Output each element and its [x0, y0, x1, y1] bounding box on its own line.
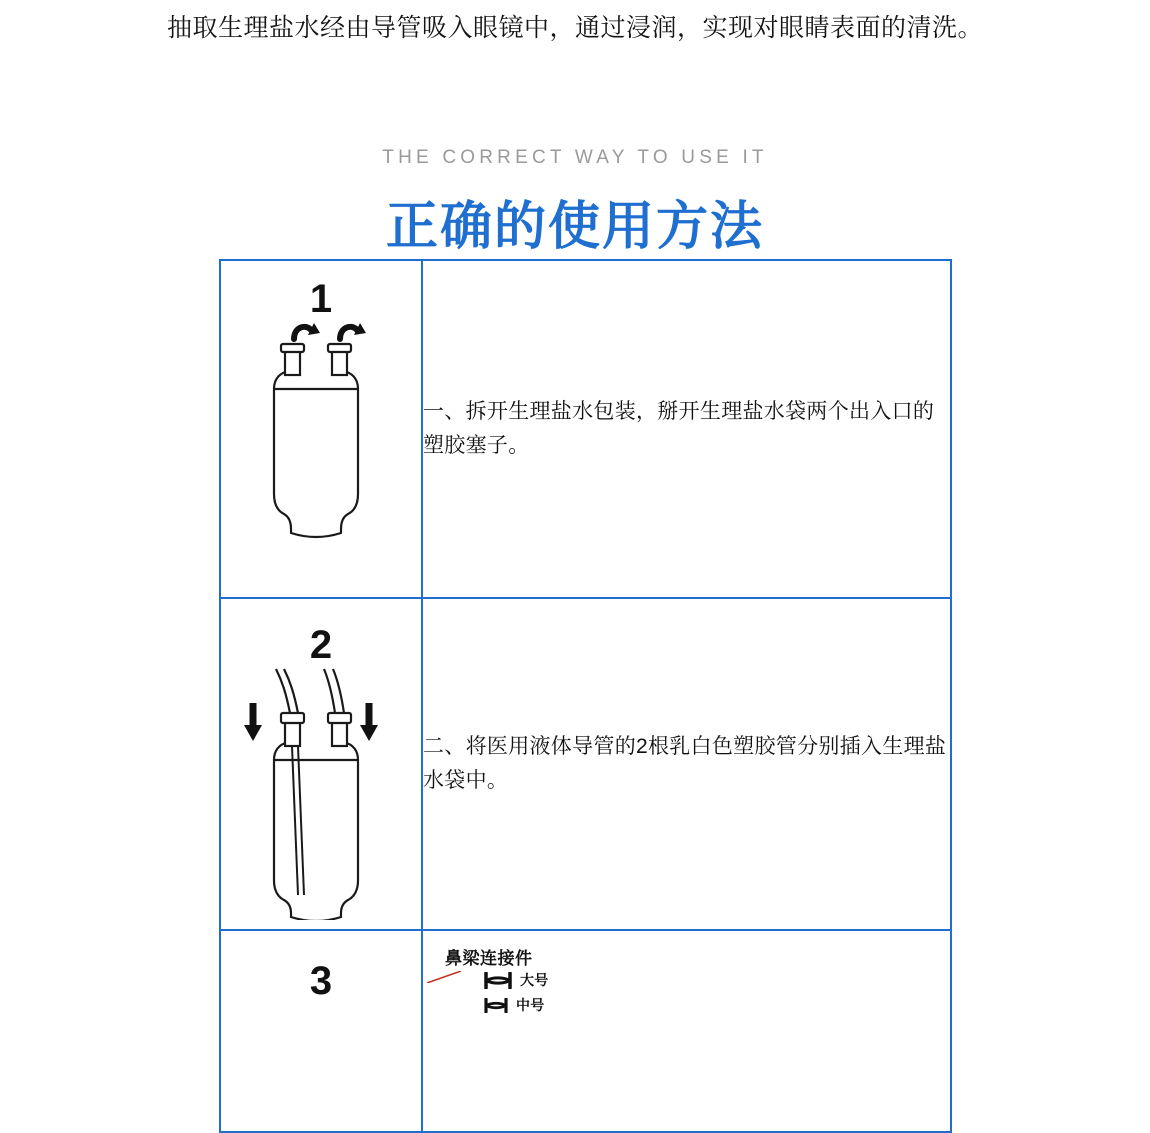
pointer-line-icon	[427, 971, 467, 983]
step-1-figure-cell	[220, 260, 422, 598]
saline-bag-open-caps-icon	[236, 319, 406, 549]
list-item	[483, 994, 549, 1017]
nose-bridge-connector-label: 鼻梁连接件	[445, 949, 533, 968]
table-row	[220, 930, 951, 1132]
step-2-text-cell: 二、将医用液体导管的2根乳白色塑胶管分别插入生理盐水袋中。	[422, 598, 951, 930]
step-1-number: 1	[309, 277, 333, 321]
section-heading-chinese: 正确的使用方法	[385, 198, 764, 256]
size-label-medium: 中号	[516, 996, 545, 1013]
bridge-clip-medium-icon	[483, 998, 509, 1013]
intro-paragraph: 抽取生理盐水经由导管吸入眼镜中，通过浸润，实现对眼睛表面的清洗。	[166, 14, 983, 42]
step-3-text-cell	[422, 930, 951, 1132]
step-2-figure-cell	[220, 598, 422, 930]
bridge-clip-large-icon	[483, 972, 513, 989]
size-label-large: 大号	[520, 972, 549, 988]
step-3-label-group	[423, 931, 950, 1131]
section-heading-english: THE CORRECT WAY TO USE IT	[382, 147, 768, 168]
step-1-text-cell: 一、拆开生理盐水包装，掰开生理盐水袋两个出入口的塑胶塞子。	[422, 260, 951, 598]
step-3-figure-cell	[220, 930, 422, 1132]
step-2-figure-wrap	[221, 599, 421, 929]
step-1-figure-wrap	[221, 261, 421, 597]
saline-bag-insert-tubes-icon	[236, 665, 406, 920]
usage-steps-table	[219, 259, 952, 1133]
step-2-number: 2	[309, 623, 333, 667]
list-item	[483, 969, 549, 992]
table-row	[220, 260, 951, 598]
table-row	[220, 598, 951, 930]
connector-size-list	[483, 967, 549, 1016]
step-3-number: 3	[309, 959, 333, 1003]
step-3-figure-wrap	[221, 931, 421, 1131]
